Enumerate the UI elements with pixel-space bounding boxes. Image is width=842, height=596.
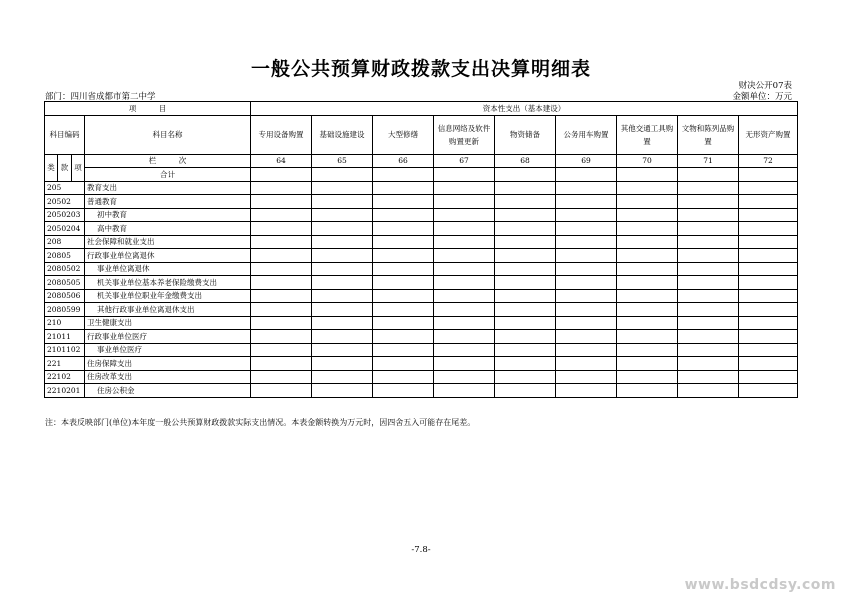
form-code: 财决公开07表	[738, 81, 792, 91]
amount-cell	[312, 289, 373, 303]
amount-cell	[495, 303, 556, 317]
amount-cell	[678, 343, 739, 357]
subject-name: 其他行政事业单位离退休支出	[85, 303, 251, 317]
table-row	[45, 303, 798, 317]
page-number: -7.8-	[411, 545, 431, 555]
amount-cell	[373, 181, 434, 195]
subject-name: 社会保障和就业支出	[85, 235, 251, 249]
col-header-66: 大型修缮	[373, 115, 434, 154]
amount-cell	[678, 384, 739, 398]
amount-cell	[251, 222, 312, 236]
subject-name: 普通教育	[85, 195, 251, 209]
amount-cell	[434, 195, 495, 209]
col-num-68: 68	[495, 154, 556, 168]
amount-cell	[739, 181, 798, 195]
amount-cell	[251, 357, 312, 371]
col-num-66: 66	[373, 154, 434, 168]
capital-expenditure-header: 资本性支出（基本建设）	[251, 102, 798, 116]
amount-cell	[556, 330, 617, 344]
amount-cell	[434, 384, 495, 398]
amount-cell	[312, 276, 373, 290]
amount-cell	[312, 303, 373, 317]
amount-cell	[739, 343, 798, 357]
amount-cell	[739, 208, 798, 222]
amount-cell	[556, 316, 617, 330]
amount-cell	[739, 249, 798, 263]
total-cell	[556, 168, 617, 182]
lei-header: 类	[45, 154, 58, 181]
amount-cell	[556, 384, 617, 398]
subject-name: 机关事业单位基本养老保险缴费支出	[85, 276, 251, 290]
amount-cell	[617, 276, 678, 290]
amount-cell	[678, 208, 739, 222]
amount-cell	[678, 303, 739, 317]
amount-cell	[251, 343, 312, 357]
amount-cell	[434, 208, 495, 222]
subject-code: 210	[45, 316, 85, 330]
amount-cell	[617, 384, 678, 398]
subject-code: 2080599	[45, 303, 85, 317]
total-label: 合计	[85, 168, 251, 182]
amount-cell	[495, 316, 556, 330]
amount-cell	[495, 370, 556, 384]
amount-cell	[617, 195, 678, 209]
subject-code: 21011	[45, 330, 85, 344]
amount-cell	[617, 343, 678, 357]
amount-cell	[434, 235, 495, 249]
amount-cell	[312, 262, 373, 276]
total-cell	[312, 168, 373, 182]
amount-cell	[495, 262, 556, 276]
amount-cell	[617, 370, 678, 384]
amount-cell	[556, 208, 617, 222]
col-header-69: 公务用车购置	[556, 115, 617, 154]
amount-cell	[373, 343, 434, 357]
amount-cell	[739, 289, 798, 303]
amount-cell	[373, 195, 434, 209]
department-label: 部门：四川省成都市第二中学	[45, 92, 156, 102]
total-cell	[495, 168, 556, 182]
amount-cell	[373, 289, 434, 303]
amount-cell	[556, 249, 617, 263]
col-header-70: 其他交通工具购置	[617, 115, 678, 154]
header-row-2	[45, 115, 798, 154]
amount-cell	[434, 343, 495, 357]
amount-cell	[556, 235, 617, 249]
total-cell	[617, 168, 678, 182]
amount-cell	[617, 303, 678, 317]
amount-cell	[739, 384, 798, 398]
footnote: 注：本表反映部门(单位)本年度一般公共预算财政拨款实际支出情况。本表金额转换为万元时，因四舍五入可能存在尾差。	[45, 418, 476, 427]
amount-cell	[678, 235, 739, 249]
amount-cell	[617, 208, 678, 222]
amount-cell	[434, 181, 495, 195]
amount-cell	[556, 370, 617, 384]
amount-cell	[312, 222, 373, 236]
col-num-65: 65	[312, 154, 373, 168]
amount-cell	[739, 235, 798, 249]
amount-cell	[312, 195, 373, 209]
amount-cell	[495, 195, 556, 209]
amount-cell	[739, 330, 798, 344]
table-row	[45, 222, 798, 236]
amount-cell	[495, 276, 556, 290]
subject-code: 2101102	[45, 343, 85, 357]
total-cell	[251, 168, 312, 182]
subject-code: 2210201	[45, 384, 85, 398]
amount-cell	[434, 316, 495, 330]
header-row-1	[45, 102, 798, 116]
amount-cell	[739, 222, 798, 236]
amount-cell	[678, 370, 739, 384]
subject-name: 住房保障支出	[85, 357, 251, 371]
amount-cell	[495, 181, 556, 195]
amount-cell	[617, 249, 678, 263]
amount-cell	[495, 330, 556, 344]
amount-cell	[434, 303, 495, 317]
amount-cell	[495, 357, 556, 371]
subject-name: 事业单位医疗	[85, 343, 251, 357]
amount-cell	[495, 343, 556, 357]
amount-cell	[434, 222, 495, 236]
amount-cell	[678, 195, 739, 209]
amount-cell	[434, 330, 495, 344]
col-num-72: 72	[739, 154, 798, 168]
amount-cell	[434, 249, 495, 263]
col-header-71: 文物和陈列品购置	[678, 115, 739, 154]
subject-code: 2080505	[45, 276, 85, 290]
amount-cell	[312, 357, 373, 371]
report-title: 一般公共预算财政拨款支出决算明细表	[250, 58, 591, 80]
amount-cell	[434, 370, 495, 384]
xiang-header: 项	[72, 154, 85, 181]
table-row	[45, 330, 798, 344]
total-cell	[373, 168, 434, 182]
header-row-3	[45, 154, 798, 168]
table-row	[45, 316, 798, 330]
amount-cell	[617, 262, 678, 276]
subject-code: 2080506	[45, 289, 85, 303]
amount-cell	[495, 384, 556, 398]
subject-name: 卫生健康支出	[85, 316, 251, 330]
amount-cell	[251, 195, 312, 209]
subject-name: 住房改革支出	[85, 370, 251, 384]
col-num-69: 69	[556, 154, 617, 168]
amount-cell	[251, 208, 312, 222]
total-cell	[434, 168, 495, 182]
amount-cell	[312, 181, 373, 195]
amount-cell	[251, 316, 312, 330]
amount-cell	[251, 235, 312, 249]
subject-name-header: 科目名称	[85, 115, 251, 154]
subject-code: 2080502	[45, 262, 85, 276]
amount-cell	[373, 235, 434, 249]
watermark: www.bsdcdsy.com	[684, 577, 836, 593]
subject-name: 教育支出	[85, 181, 251, 195]
total-cell	[739, 168, 798, 182]
table-row	[45, 181, 798, 195]
amount-cell	[556, 195, 617, 209]
amount-cell	[373, 249, 434, 263]
amount-cell	[251, 181, 312, 195]
table-row	[45, 384, 798, 398]
subject-code: 208	[45, 235, 85, 249]
table-row	[45, 276, 798, 290]
amount-cell	[251, 370, 312, 384]
amount-cell	[434, 276, 495, 290]
table-row	[45, 208, 798, 222]
amount-cell	[678, 289, 739, 303]
subject-code: 205	[45, 181, 85, 195]
amount-cell	[617, 222, 678, 236]
subject-code: 221	[45, 357, 85, 371]
col-header-68: 物资储备	[495, 115, 556, 154]
table-row	[45, 357, 798, 371]
amount-cell	[739, 195, 798, 209]
amount-cell	[373, 303, 434, 317]
amount-cell	[312, 316, 373, 330]
amount-cell	[495, 235, 556, 249]
amount-cell	[556, 289, 617, 303]
amount-cell	[373, 276, 434, 290]
subject-code: 2050204	[45, 222, 85, 236]
amount-cell	[556, 181, 617, 195]
amount-cell	[312, 330, 373, 344]
amount-cell	[617, 289, 678, 303]
amount-cell	[678, 276, 739, 290]
col-header-72: 无形资产购置	[739, 115, 798, 154]
amount-cell	[739, 262, 798, 276]
amount-cell	[373, 262, 434, 276]
amount-cell	[617, 357, 678, 371]
amount-cell	[556, 357, 617, 371]
amount-cell	[678, 330, 739, 344]
col-num-64: 64	[251, 154, 312, 168]
subject-name: 行政事业单位离退休	[85, 249, 251, 263]
amount-cell	[617, 330, 678, 344]
table-row	[45, 262, 798, 276]
amount-cell	[373, 384, 434, 398]
subject-code: 20805	[45, 249, 85, 263]
amount-cell	[251, 262, 312, 276]
total-cell	[678, 168, 739, 182]
amount-cell	[373, 222, 434, 236]
amount-cell	[678, 222, 739, 236]
subject-name: 高中教育	[85, 222, 251, 236]
amount-cell	[495, 208, 556, 222]
amount-cell	[312, 235, 373, 249]
amount-cell	[739, 303, 798, 317]
amount-cell	[373, 330, 434, 344]
table-row	[45, 289, 798, 303]
col-num-70: 70	[617, 154, 678, 168]
amount-cell	[556, 222, 617, 236]
col-num-67: 67	[434, 154, 495, 168]
amount-cell	[373, 357, 434, 371]
amount-cell	[495, 222, 556, 236]
subject-name: 事业单位离退休	[85, 262, 251, 276]
amount-cell	[312, 249, 373, 263]
amount-cell	[373, 208, 434, 222]
amount-cell	[373, 370, 434, 384]
amount-cell	[617, 181, 678, 195]
table-row	[45, 370, 798, 384]
amount-cell	[556, 262, 617, 276]
table-row	[45, 235, 798, 249]
amount-cell	[678, 357, 739, 371]
amount-cell	[373, 316, 434, 330]
total-row	[45, 168, 798, 182]
amount-cell	[739, 316, 798, 330]
amount-cell	[434, 262, 495, 276]
col-header-67: 信息网络及软件购置更新	[434, 115, 495, 154]
amount-cell	[495, 289, 556, 303]
col-header-65: 基础设施建设	[312, 115, 373, 154]
amount-cell	[251, 330, 312, 344]
table-row	[45, 343, 798, 357]
amount-cell	[251, 303, 312, 317]
subject-code: 2050203	[45, 208, 85, 222]
table-row	[45, 195, 798, 209]
amount-cell	[739, 276, 798, 290]
amount-cell	[434, 289, 495, 303]
amount-cell	[617, 235, 678, 249]
subject-code: 20502	[45, 195, 85, 209]
amount-cell	[678, 316, 739, 330]
amount-cell	[678, 262, 739, 276]
amount-cell	[617, 316, 678, 330]
amount-cell	[312, 384, 373, 398]
amount-cell	[678, 181, 739, 195]
subject-name: 初中教育	[85, 208, 251, 222]
subject-name: 机关事业单位职业年金缴费支出	[85, 289, 251, 303]
amount-cell	[251, 384, 312, 398]
amount-cell	[312, 343, 373, 357]
subject-code-header: 科目编码	[45, 115, 85, 154]
table-row	[45, 249, 798, 263]
amount-cell	[556, 276, 617, 290]
amount-cell	[251, 249, 312, 263]
amount-cell	[678, 249, 739, 263]
amount-cell	[312, 370, 373, 384]
amount-cell	[312, 208, 373, 222]
col-num-71: 71	[678, 154, 739, 168]
subject-name: 行政事业单位医疗	[85, 330, 251, 344]
col-header-64: 专用设备购置	[251, 115, 312, 154]
expenditure-table	[44, 101, 798, 398]
amount-cell	[556, 303, 617, 317]
item-header: 项 目	[45, 102, 251, 116]
amount-cell	[251, 289, 312, 303]
amount-unit-label: 金额单位：万元	[732, 92, 792, 102]
subject-name: 住房公积金	[85, 384, 251, 398]
subject-code: 22102	[45, 370, 85, 384]
kuan-header: 款	[58, 154, 72, 181]
amount-cell	[556, 343, 617, 357]
amount-cell	[495, 249, 556, 263]
amount-cell	[739, 370, 798, 384]
amount-cell	[251, 276, 312, 290]
lanci-header: 栏 次	[85, 154, 251, 168]
amount-cell	[739, 357, 798, 371]
amount-cell	[434, 357, 495, 371]
